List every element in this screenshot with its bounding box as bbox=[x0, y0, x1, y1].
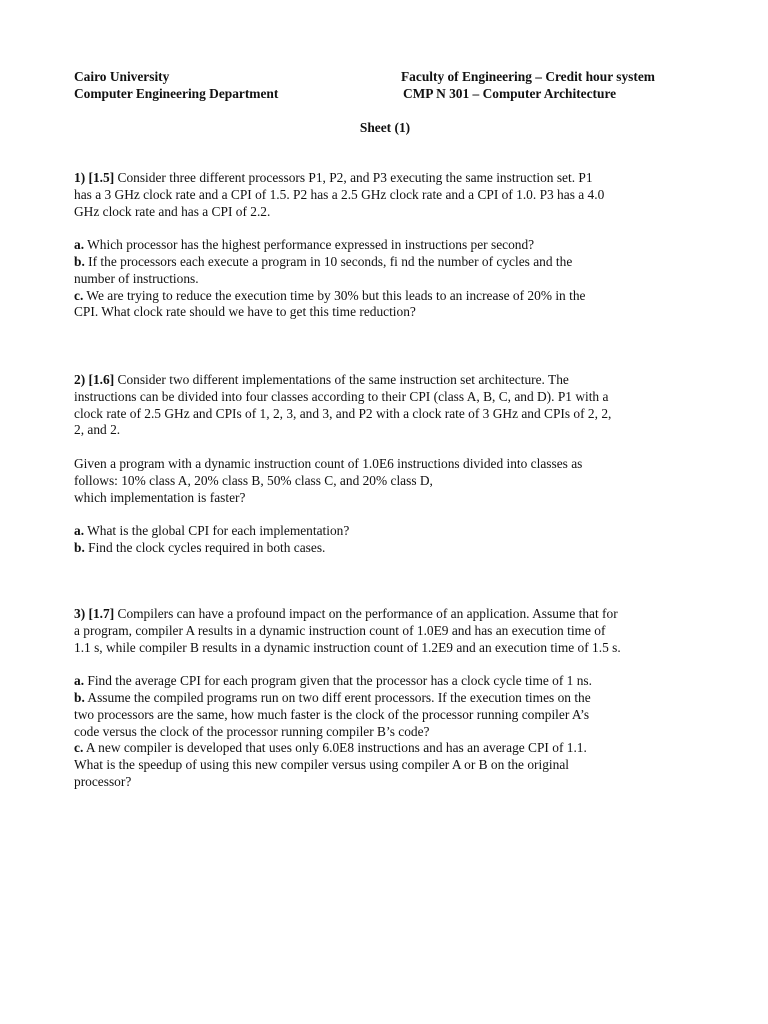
question-3-part-b-cont-1: two processors are the same, how much faster is the clock of the processor running compiler A’s bbox=[74, 706, 590, 722]
question-2-line-4: 2, and 2. bbox=[74, 422, 121, 438]
question-2-line-2: instructions can be divided into four classes according to their CPI (class A, B, C, and D). P1 with a bbox=[74, 388, 609, 404]
question-2-extra-1: Given a program with a dynamic instruction count of 1.0E6 instructions divided into classes as bbox=[74, 455, 583, 471]
part-tag: b. bbox=[74, 689, 85, 705]
question-1-part-c-cont: CPI. What clock rate should we have to get this time reduction? bbox=[74, 304, 416, 320]
question-3-part-b bbox=[74, 690, 714, 707]
question-3-part-c-cont-1: What is the speedup of using this new compiler versus using compiler A or B on the original bbox=[74, 757, 570, 773]
question-1-part-b-cont: number of instructions. bbox=[74, 270, 199, 286]
question-2-part-b bbox=[74, 540, 714, 557]
question-2-extra-2: follows: 10% class A, 20% class B, 50% class C, and 20% class D, bbox=[74, 472, 433, 488]
part-tag: b. bbox=[74, 253, 85, 269]
question-1-parts bbox=[74, 237, 714, 321]
question-2-text-1: Consider two different implementations of the same instruction set architecture. The bbox=[114, 372, 569, 387]
question-2-intro bbox=[74, 372, 714, 439]
university-name: Cairo University bbox=[74, 69, 170, 84]
part-text: Which processor has the highest performance expressed in instructions per second? bbox=[84, 237, 535, 253]
question-1 bbox=[74, 170, 714, 321]
question-1-line-1 bbox=[74, 170, 714, 187]
part-text: We are trying to reduce the execution time by 30% but this leads to an increase of 20% in the bbox=[83, 287, 586, 303]
question-1-line-2: has a 3 GHz clock rate and a CPI of 1.5. P2 has a 2.5 GHz clock rate and a CPI of 1.0. P3 has a 4.0 bbox=[74, 186, 605, 202]
question-3-part-b-cont-2: code versus the clock of the processor running compiler B’s code? bbox=[74, 723, 430, 739]
question-1-part-a bbox=[74, 237, 714, 254]
question-1-part-c bbox=[74, 288, 714, 305]
question-2-line-1 bbox=[74, 372, 714, 389]
part-tag: c. bbox=[74, 287, 84, 303]
part-tag: a. bbox=[74, 673, 85, 689]
question-2-line-3: clock rate of 2.5 GHz and CPIs of 1, 2, 3, and 3, and P2 with a clock rate of 3 GHz and CPIs of 2, 2, bbox=[74, 405, 612, 421]
question-3-line-2: a program, compiler A results in a dynamic instruction count of 1.0E9 and has an execution time of bbox=[74, 622, 606, 638]
question-3 bbox=[74, 606, 714, 791]
spacer bbox=[74, 439, 714, 456]
question-2-label: 2) [1.6] bbox=[74, 372, 115, 387]
question-1-part-b bbox=[74, 254, 714, 271]
question-3-part-c bbox=[74, 740, 714, 757]
spacer bbox=[74, 220, 714, 237]
question-3-line-1 bbox=[74, 606, 714, 623]
course-name: CMP N 301 – Computer Architecture bbox=[403, 86, 617, 101]
question-2-part-a bbox=[74, 523, 714, 540]
part-text: What is the global CPI for each implementation? bbox=[84, 523, 350, 539]
question-3-text-1: Compilers can have a profound impact on the performance of an application. Assume that for bbox=[114, 606, 618, 621]
question-1-line-3: GHz clock rate and has a CPI of 2.2. bbox=[74, 203, 271, 219]
spacer bbox=[74, 656, 714, 673]
question-1-intro bbox=[74, 170, 714, 220]
sheet-title bbox=[0, 120, 768, 137]
question-3-line-3: 1.1 s, while compiler B results in a dynamic instruction count of 1.2E9 and an execution time of 1.5 s. bbox=[74, 639, 621, 655]
question-2-program bbox=[74, 456, 714, 506]
faculty-name: Faculty of Engineering – Credit hour system bbox=[401, 69, 655, 84]
part-text: Find the average CPI for each program given that the processor has a clock cycle time of 1 ns. bbox=[84, 673, 592, 689]
part-tag: a. bbox=[74, 523, 85, 539]
sheet-title-text: Sheet (1) bbox=[359, 120, 411, 135]
part-tag: a. bbox=[74, 237, 85, 253]
question-3-part-a bbox=[74, 673, 714, 690]
part-text: Find the clock cycles required in both cases. bbox=[84, 539, 326, 555]
question-2-extra-3: which implementation is faster? bbox=[74, 489, 246, 505]
department-name: Computer Engineering Department bbox=[74, 86, 279, 101]
question-3-part-c-cont-2: processor? bbox=[74, 773, 132, 789]
question-1-label: 1) [1.5] bbox=[74, 170, 115, 185]
question-3-parts bbox=[74, 673, 714, 791]
part-text: Assume the compiled programs run on two diff erent processors. If the execution times on the bbox=[84, 689, 591, 705]
question-3-label: 3) [1.7] bbox=[74, 606, 115, 621]
spacer bbox=[74, 506, 714, 523]
question-1-text-1: Consider three different processors P1, P2, and P3 executing the same instruction set. P1 bbox=[114, 170, 593, 185]
question-3-intro bbox=[74, 606, 714, 656]
part-text: If the processors each execute a program in 10 seconds, fi nd the number of cycles and the bbox=[84, 253, 573, 269]
part-tag: c. bbox=[74, 740, 84, 756]
question-2 bbox=[74, 372, 714, 557]
part-text: A new compiler is developed that uses only 6.0E8 instructions and has an average CPI of 1.1. bbox=[83, 740, 587, 756]
part-tag: b. bbox=[74, 539, 85, 555]
question-2-parts bbox=[74, 523, 714, 557]
